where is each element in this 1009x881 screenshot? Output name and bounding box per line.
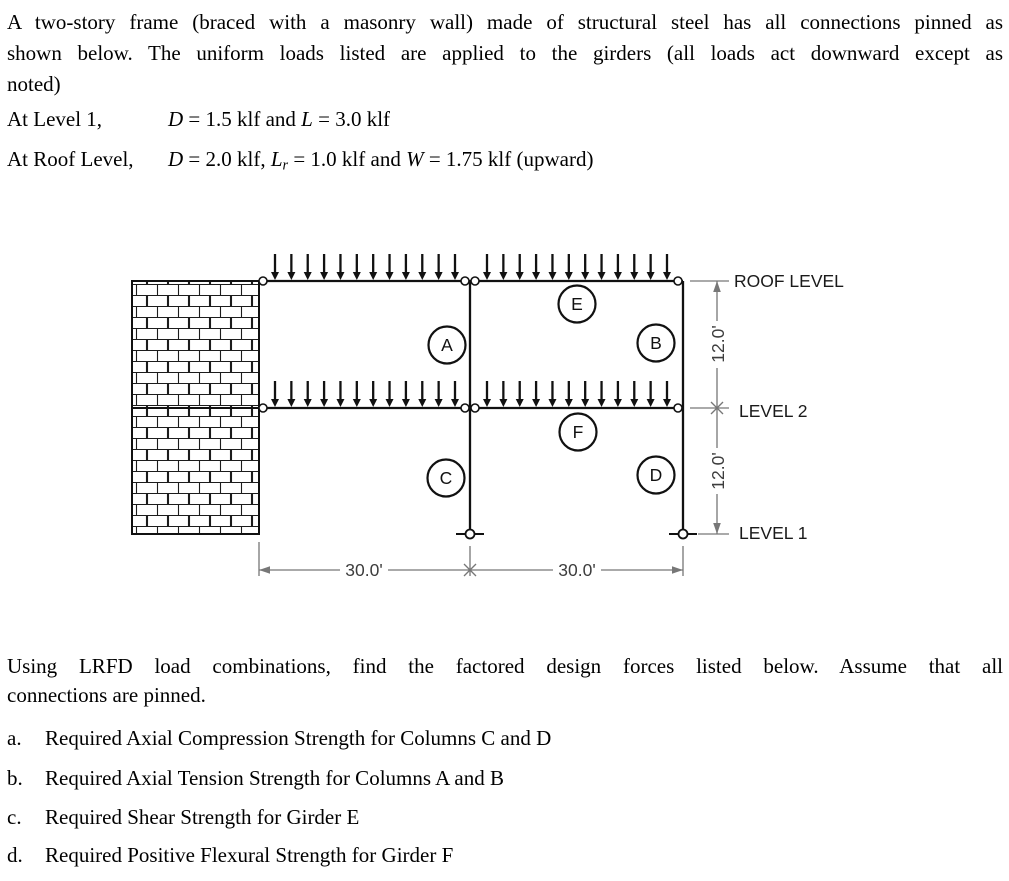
roof-live-load-subscript: r xyxy=(282,157,289,174)
pin-roof-mid-left xyxy=(461,277,469,285)
load-level1-label: At Level 1, xyxy=(7,107,103,131)
level2-label: LEVEL 2 xyxy=(739,401,808,421)
pin-level2-wall xyxy=(259,404,267,412)
roof-left-span-load-arrows xyxy=(271,254,459,280)
item-a-marker: a. xyxy=(7,726,22,750)
wind-load-value: = 1.75 klf (upward) xyxy=(423,147,594,171)
pin-level2-mid-right xyxy=(471,404,479,412)
member-labels xyxy=(428,286,675,497)
span-arrow-right xyxy=(672,566,683,573)
girder-f-letter: F xyxy=(572,422,584,442)
lower-story-height-dim: 12.0' xyxy=(708,452,728,490)
pin-level2-right xyxy=(674,404,682,412)
frame-diagram xyxy=(0,240,1009,615)
question-line-1: Using LRFD load combinations, find the factored design forces listed below. Assume that all xyxy=(7,654,1003,678)
right-base-pin xyxy=(679,530,688,539)
level-labels xyxy=(734,271,844,543)
item-c-text: Required Shear Strength for Girder E xyxy=(45,805,360,829)
intro-line-1: A two-story frame (braced with a masonry wall) made of structural steel has all connections pinned as xyxy=(7,10,1003,34)
pin-level2-mid-left xyxy=(461,404,469,412)
roof-right-span-load-arrows xyxy=(483,254,671,280)
level2-left-span-load-arrows xyxy=(271,381,459,407)
pin-roof-right xyxy=(674,277,682,285)
middle-base-pin xyxy=(466,530,475,539)
span-arrow-left xyxy=(259,566,270,573)
column-d-label xyxy=(638,457,675,494)
dim-arrow-up xyxy=(713,281,721,292)
story-dimension-lines xyxy=(690,281,729,534)
column-c-label xyxy=(428,460,465,497)
column-c-letter: C xyxy=(439,468,453,488)
roof-level-label: ROOF LEVEL xyxy=(734,271,844,291)
load-roof-value xyxy=(168,144,593,182)
item-d-marker: d. xyxy=(7,843,23,867)
live-load-symbol: L xyxy=(301,107,313,131)
span-dimension-lines xyxy=(259,542,683,576)
right-span-dim: 30.0' xyxy=(558,560,596,580)
roof-live-load-value: = 1.0 klf and xyxy=(288,147,407,171)
roof-dead-load-symbol: D xyxy=(168,147,184,171)
dim-arrow-down xyxy=(713,523,721,534)
column-a-label xyxy=(429,327,466,364)
load-roof-label: At Roof Level, xyxy=(7,147,134,171)
item-b-text: Required Axial Tension Strength for Columns A and B xyxy=(45,766,504,790)
left-span-dim: 30.0' xyxy=(345,560,383,580)
item-c-marker: c. xyxy=(7,805,22,829)
live-load-value: = 3.0 klf xyxy=(312,107,391,131)
roof-live-load-symbol: L xyxy=(270,147,283,171)
item-d-text: Required Positive Flexural Strength for Girder F xyxy=(45,843,454,867)
question-line-2: connections are pinned. xyxy=(7,683,206,707)
level2-right-span-load-arrows xyxy=(483,381,671,407)
girder-e-letter: E xyxy=(571,294,583,314)
item-b-marker: b. xyxy=(7,766,23,790)
pin-roof-wall xyxy=(259,277,267,285)
roof-dead-load-value: = 2.0 klf, xyxy=(183,147,271,171)
intro-line-3: noted) xyxy=(7,72,61,96)
column-b-label xyxy=(638,325,675,362)
pin-roof-mid-right xyxy=(471,277,479,285)
level1-label: LEVEL 1 xyxy=(739,523,808,543)
intro-line-2: shown below. The uniform loads listed are applied to the girders (all loads act downward except as xyxy=(7,41,1003,65)
upper-story-height-dim: 12.0' xyxy=(708,325,728,363)
masonry-wall-lower-panel xyxy=(132,408,259,534)
base-supports xyxy=(456,530,697,539)
item-a-text: Required Axial Compression Strength for Columns C and D xyxy=(45,726,552,750)
masonry-wall xyxy=(132,281,259,534)
dead-load-symbol: D xyxy=(168,107,184,131)
girder-f-label xyxy=(560,414,597,451)
wind-load-symbol: W xyxy=(406,147,424,171)
column-a-letter: A xyxy=(441,335,453,355)
girder-e-label xyxy=(559,286,596,323)
load-level1-value xyxy=(168,104,390,135)
dead-load-value: = 1.5 klf and xyxy=(183,107,302,131)
column-d-letter: D xyxy=(649,465,663,485)
column-b-letter: B xyxy=(650,333,662,353)
masonry-wall-upper-panel xyxy=(132,281,259,408)
